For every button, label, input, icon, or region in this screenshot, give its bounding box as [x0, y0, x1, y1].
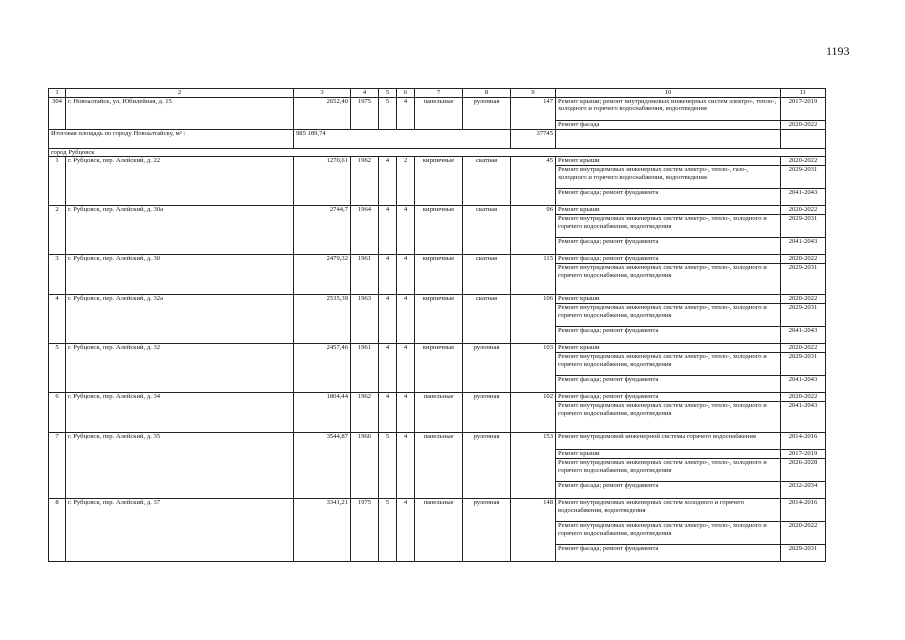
column-number: 8: [463, 89, 511, 98]
house-year: 1962: [351, 393, 379, 433]
work-period: 2041-2043: [781, 238, 826, 255]
house-value: 148: [511, 499, 556, 562]
wall-material: панельные: [415, 499, 463, 562]
work-period: 2017-2019: [781, 97, 826, 120]
repair-schedule-table: [48, 88, 826, 562]
house-area: 2535,39: [294, 295, 351, 344]
work-description: Ремонт фасада; ремонт фундамента: [556, 189, 781, 206]
table-body: [49, 89, 826, 562]
wall-material: панельные: [415, 393, 463, 433]
work-description: Ремонт крыши: [556, 344, 781, 353]
roof-type: рулонная: [463, 344, 511, 393]
work-period: 2029-2031: [781, 545, 826, 562]
page-number: 1193: [826, 44, 850, 58]
house-year: 1964: [351, 206, 379, 255]
work-period: 2041-2043: [781, 402, 826, 433]
house-address: г. Рубцовск, пер. Алейский, д. 34: [66, 393, 294, 433]
work-period: 2029-2031: [781, 264, 826, 295]
house-area: 3341,21: [294, 499, 351, 562]
column-number: 10: [556, 89, 781, 98]
house-entrances: 4: [397, 206, 415, 255]
house-area: 1804,44: [294, 393, 351, 433]
house-value: 153: [511, 433, 556, 499]
work-description: Ремонт фасада; ремонт фундамента: [556, 327, 781, 344]
house-year: 1962: [351, 157, 379, 206]
column-number: 5: [379, 89, 397, 98]
work-description: Ремонт внутридомовой инженерной системы горячего водоснабжения: [556, 433, 781, 450]
table-row: [49, 295, 826, 304]
house-area: 3544,87: [294, 433, 351, 499]
total-value: 37745: [511, 129, 556, 148]
table-row: [49, 499, 826, 522]
work-period: 2014-2016: [781, 433, 826, 450]
table-row: [49, 206, 826, 215]
house-year: 1961: [351, 344, 379, 393]
work-period: 2029-2031: [781, 304, 826, 327]
table-row: [49, 255, 826, 264]
work-period: 2041-2043: [781, 189, 826, 206]
house-area: 2479,32: [294, 255, 351, 295]
work-period: 2020-2022: [781, 393, 826, 402]
house-address: г. Рубцовск, пер. Алейский, д. 30: [66, 255, 294, 295]
city-header: город Рубцовск: [49, 148, 826, 157]
house-number: 6: [49, 393, 66, 433]
work-period: 2020-2022: [781, 255, 826, 264]
city-header-row: [49, 148, 826, 157]
roof-type: рулонная: [463, 499, 511, 562]
work-description: Ремонт внутридомовых инженерных систем электро-, тепло-, холодного и горячего водоснабжения, водоотведения: [556, 522, 781, 545]
house-value: 102: [511, 393, 556, 433]
work-description: Ремонт внутридомовых инженерных систем электро-, тепло-, холодного и горячего водоснабжения, водоотведения: [556, 353, 781, 376]
work-period: 2026-2028: [781, 459, 826, 482]
house-area: 2652,40: [294, 97, 351, 129]
house-number: 304: [49, 97, 66, 129]
house-year: 1961: [351, 255, 379, 295]
house-floors: 4: [379, 295, 397, 344]
column-number: 4: [351, 89, 379, 98]
house-entrances: 4: [397, 255, 415, 295]
work-period: 2041-2043: [781, 376, 826, 393]
repair-schedule-table-wrapper: [48, 88, 826, 562]
work-period: 2020-2022: [781, 120, 826, 129]
work-description: Ремонт крыши; ремонт внутридомовых инженерных систем электро-, тепло-, холодного и горячего водоснабжения, водоотведения: [556, 97, 781, 120]
house-entrances: 2: [397, 157, 415, 206]
work-period: 2020-2022: [781, 157, 826, 166]
column-number: 2: [66, 89, 294, 98]
roof-type: рулонная: [463, 393, 511, 433]
house-entrances: 4: [397, 393, 415, 433]
work-description: Ремонт внутридомовых инженерных систем электро-, тепло-, газо-, холодного и горячего водоснабжения, водоотведения: [556, 166, 781, 189]
column-number: 7: [415, 89, 463, 98]
house-value: 96: [511, 206, 556, 255]
roof-type: рулонная: [463, 97, 511, 129]
work-description: Ремонт фасада; ремонт фундамента: [556, 376, 781, 393]
house-floors: 4: [379, 157, 397, 206]
house-year: 1966: [351, 433, 379, 499]
work-description: Ремонт фасада; ремонт фундамента: [556, 545, 781, 562]
house-floors: 5: [379, 433, 397, 499]
total-empty: [556, 129, 781, 148]
total-row: [49, 129, 826, 148]
table-row: [49, 433, 826, 450]
house-value: 106: [511, 295, 556, 344]
work-description: Ремонт фасада; ремонт фундамента: [556, 482, 781, 499]
house-number: 7: [49, 433, 66, 499]
house-address: г. Рубцовск, пер. Алейский, д. 32: [66, 344, 294, 393]
work-description: Ремонт фасада; ремонт фундамента: [556, 393, 781, 402]
work-description: Ремонт внутридомовых инженерных систем электро-, тепло-, холодного и горячего водоснабжения, водоотведения: [556, 402, 781, 433]
house-number: 8: [49, 499, 66, 562]
column-number: 11: [781, 89, 826, 98]
column-number-row: [49, 89, 826, 98]
house-value: 115: [511, 255, 556, 295]
column-number: 9: [511, 89, 556, 98]
house-floors: 4: [379, 393, 397, 433]
column-number: 1: [49, 89, 66, 98]
work-description: Ремонт внутридомовых инженерных систем электро-, тепло-, холодного и горячего водоснабжения, водоотведения: [556, 304, 781, 327]
table-row: [49, 344, 826, 353]
house-floors: 4: [379, 255, 397, 295]
column-number: 3: [294, 89, 351, 98]
house-value: 103: [511, 344, 556, 393]
table-row: [49, 157, 826, 166]
house-address: г. Рубцовск, пер. Алейский, д. 32а: [66, 295, 294, 344]
house-value: 45: [511, 157, 556, 206]
wall-material: кирпичные: [415, 206, 463, 255]
work-description: Ремонт внутридомовых инженерных систем электро-, тепло-, холодного и горячего водоснабжения, водоотведения: [556, 264, 781, 295]
house-address: г. Рубцовск, пер. Алейский, д. 22: [66, 157, 294, 206]
house-floors: 4: [379, 206, 397, 255]
house-year: 1975: [351, 499, 379, 562]
roof-type: рулонная: [463, 433, 511, 499]
work-description: Ремонт крыши: [556, 206, 781, 215]
work-description: Ремонт крыши: [556, 157, 781, 166]
column-number: 6: [397, 89, 415, 98]
wall-material: панельные: [415, 97, 463, 129]
work-description: Ремонт фасада; ремонт фундамента: [556, 238, 781, 255]
work-period: 2029-2031: [781, 166, 826, 189]
wall-material: кирпичные: [415, 157, 463, 206]
work-description: Ремонт внутридомовых инженерных систем электро-, тепло-, холодного и горячего водоснабжения, водоотведения: [556, 215, 781, 238]
work-period: 2017-2019: [781, 450, 826, 459]
house-entrances: 4: [397, 344, 415, 393]
house-entrances: 4: [397, 295, 415, 344]
work-period: 2029-2031: [781, 215, 826, 238]
work-period: 2020-2022: [781, 522, 826, 545]
house-number: 3: [49, 255, 66, 295]
house-number: 4: [49, 295, 66, 344]
wall-material: кирпичные: [415, 295, 463, 344]
house-value: 147: [511, 97, 556, 129]
work-period: 2032-2034: [781, 482, 826, 499]
total-label: Итоговая площадь по городу Новоалтайску, м² :: [49, 129, 294, 148]
house-address: г. Новоалтайск, ул. Юбилейная, д. 15: [66, 97, 294, 129]
work-description: Ремонт крыши: [556, 295, 781, 304]
house-floors: 5: [379, 97, 397, 129]
house-number: 1: [49, 157, 66, 206]
house-number: 2: [49, 206, 66, 255]
roof-type: скатная: [463, 255, 511, 295]
work-period: 2029-2031: [781, 353, 826, 376]
table-row: [49, 393, 826, 402]
house-floors: 5: [379, 499, 397, 562]
table-row: [49, 97, 826, 120]
house-address: г. Рубцовск, пер. Алейский, д. 35: [66, 433, 294, 499]
wall-material: кирпичные: [415, 344, 463, 393]
house-area: 1270,61: [294, 157, 351, 206]
house-entrances: 4: [397, 97, 415, 129]
wall-material: кирпичные: [415, 255, 463, 295]
house-entrances: 4: [397, 433, 415, 499]
roof-type: скатная: [463, 157, 511, 206]
work-description: Ремонт крыши: [556, 450, 781, 459]
house-year: 1963: [351, 295, 379, 344]
work-description: Ремонт фасада; ремонт фундамента: [556, 255, 781, 264]
wall-material: панельные: [415, 433, 463, 499]
work-period: 2020-2022: [781, 344, 826, 353]
house-area: 2744,7: [294, 206, 351, 255]
house-entrances: 4: [397, 499, 415, 562]
total-empty: [781, 129, 826, 148]
work-period: 2020-2022: [781, 206, 826, 215]
work-period: 2014-2016: [781, 499, 826, 522]
house-area: 2457,46: [294, 344, 351, 393]
house-address: г. Рубцовск, пер. Алейский, д. 37: [66, 499, 294, 562]
work-description: Ремонт фасада: [556, 120, 781, 129]
house-year: 1975: [351, 97, 379, 129]
work-description: Ремонт внутридомовых инженерных систем электро-, тепло-, холодного и горячего водоснабжения, водоотведения: [556, 459, 781, 482]
roof-type: скатная: [463, 206, 511, 255]
work-description: Ремонт внутридомовых инженерных систем холодного и горячего водоснабжения, водоотведения: [556, 499, 781, 522]
total-area: 985 189,74: [294, 129, 511, 148]
work-period: 2020-2022: [781, 295, 826, 304]
house-address: г. Рубцовск, пер. Алейский, д. 30а: [66, 206, 294, 255]
house-number: 5: [49, 344, 66, 393]
work-period: 2041-2043: [781, 327, 826, 344]
house-floors: 4: [379, 344, 397, 393]
roof-type: скатная: [463, 295, 511, 344]
